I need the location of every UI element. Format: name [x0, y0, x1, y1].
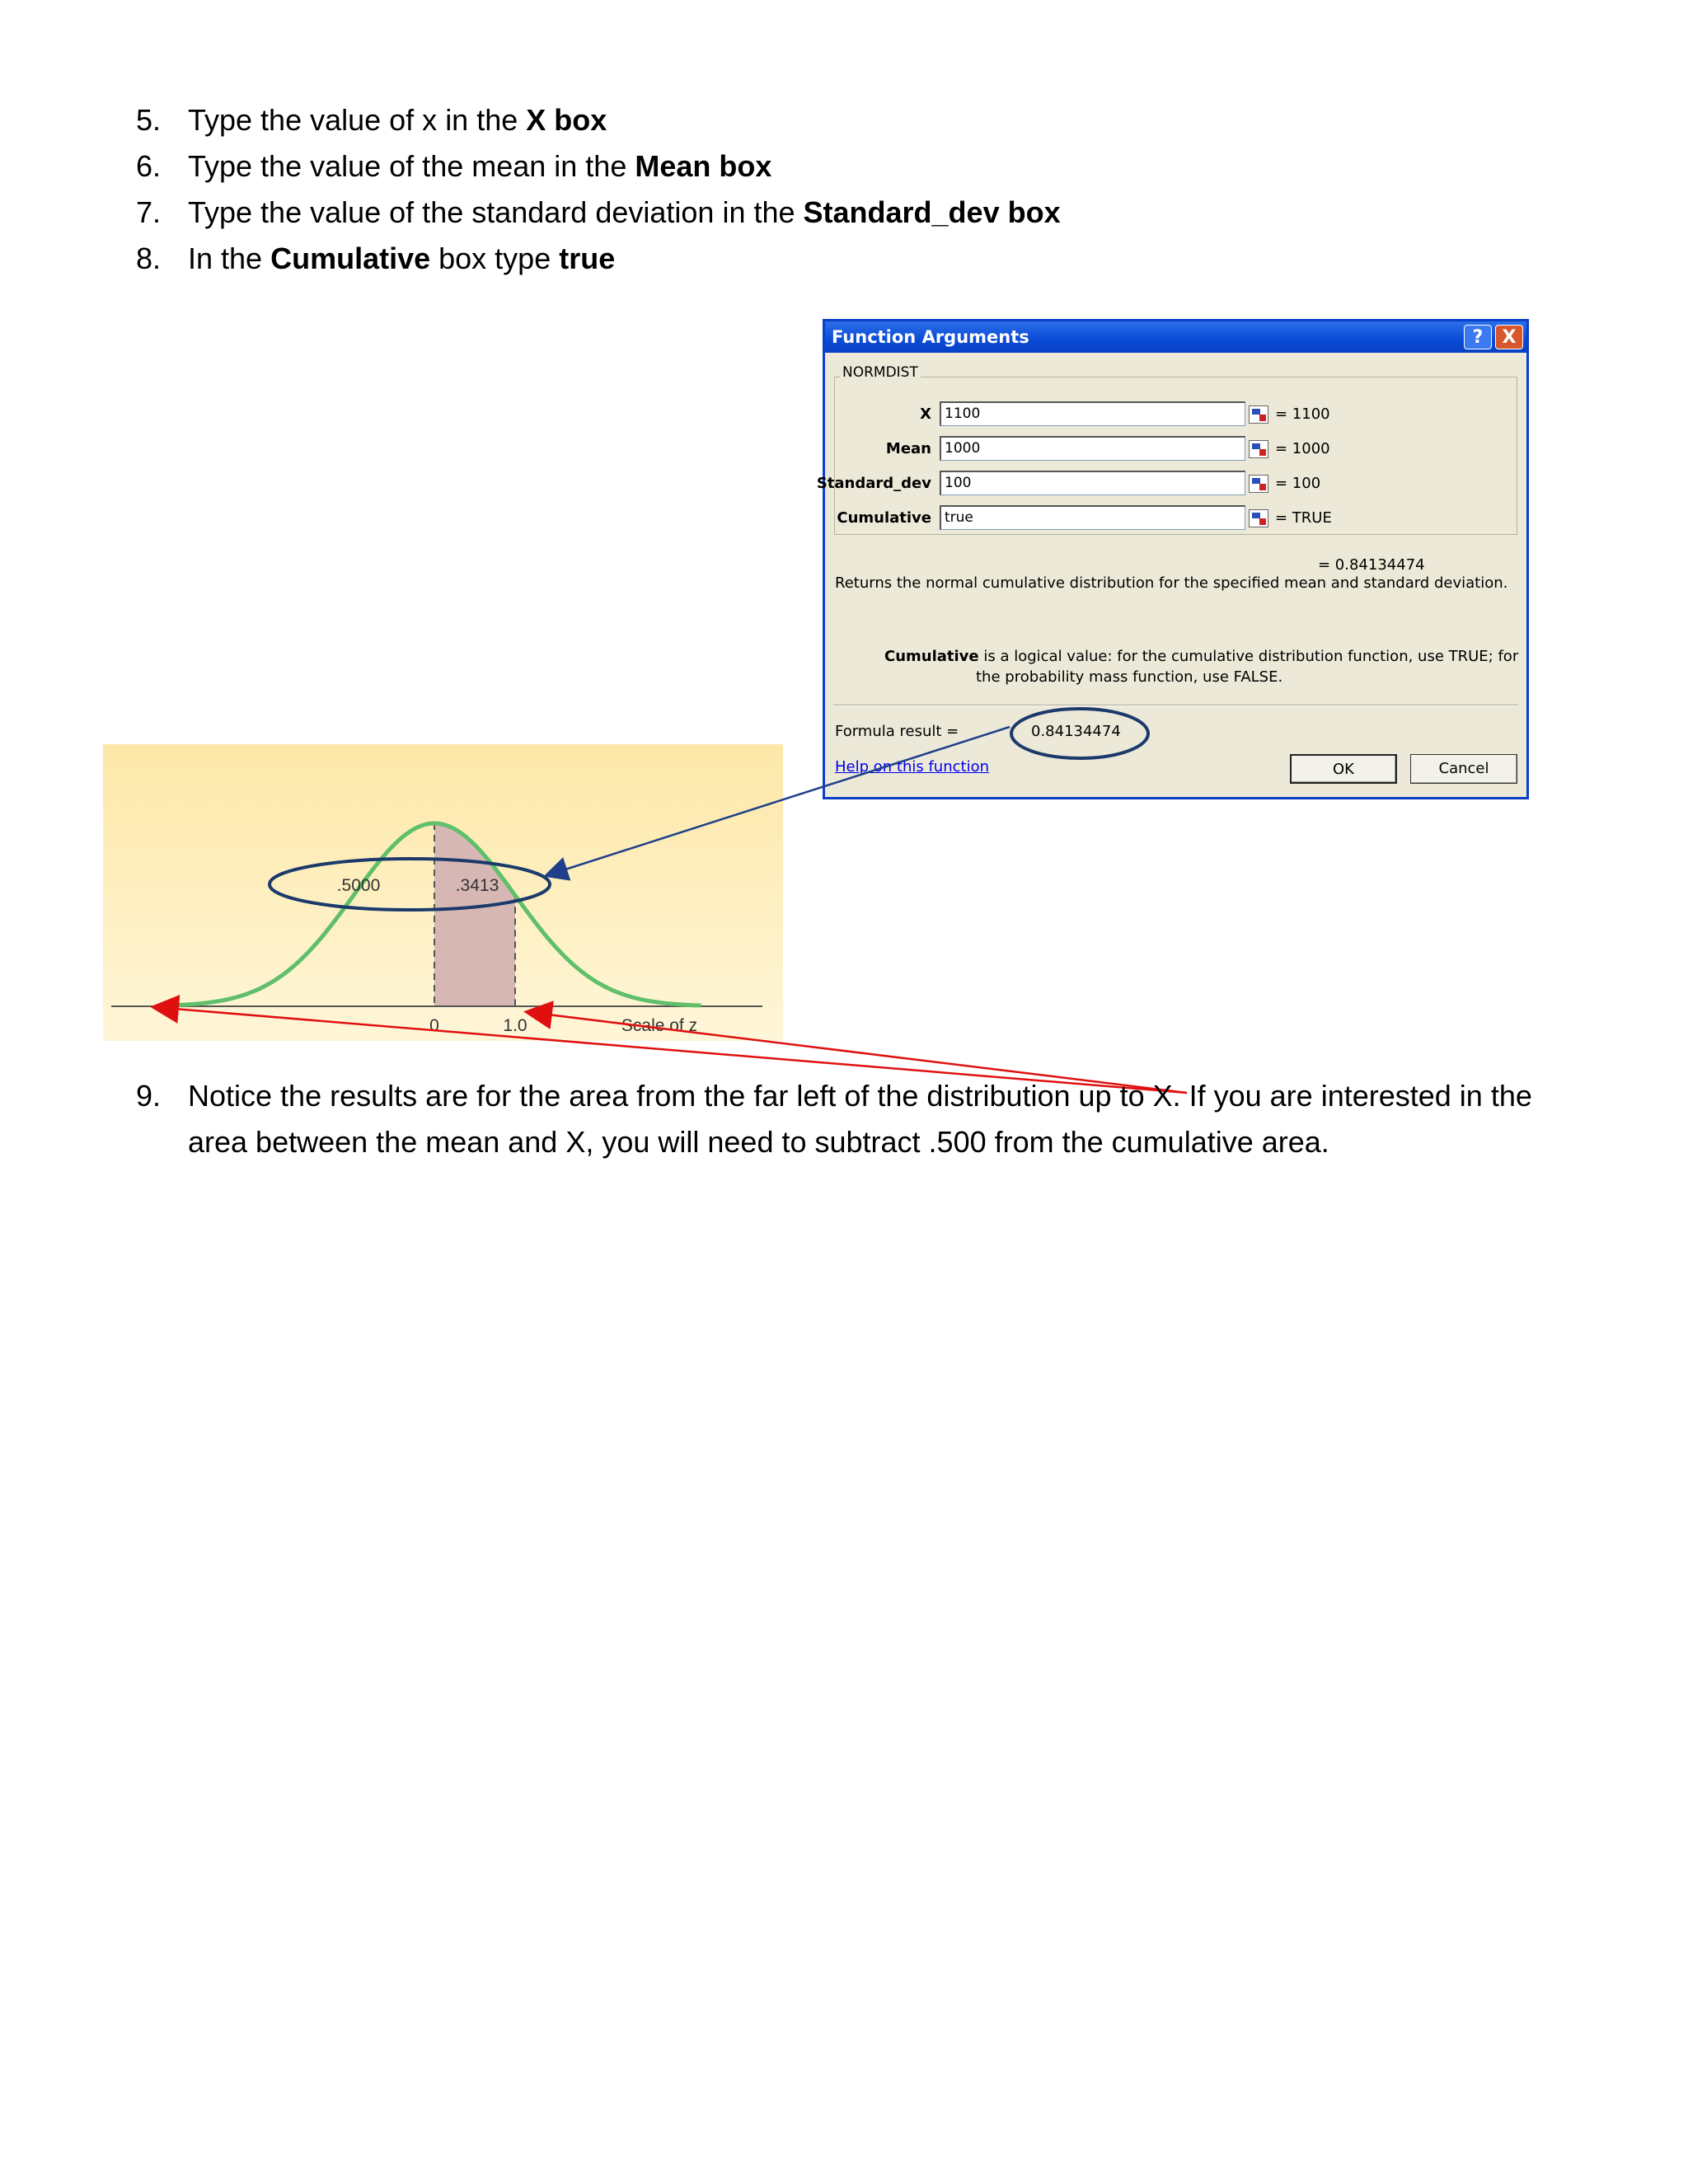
- tick-label-1: 1.0: [503, 1016, 528, 1035]
- argument-result: = 100: [1275, 475, 1321, 492]
- step-number: 8.: [136, 241, 162, 275]
- argument-help-line-2: the probability mass function, use FALSE.: [976, 668, 1283, 686]
- step-emphasis: Mean box: [635, 149, 772, 183]
- standard-dev-input[interactable]: 100: [940, 471, 1245, 495]
- argument-label: Cumulative: [837, 509, 931, 527]
- area-label-shaded: .3413: [455, 876, 499, 895]
- argument-label: X: [920, 405, 931, 423]
- argument-result: = TRUE: [1275, 509, 1332, 527]
- step-emphasis: Cumulative: [270, 241, 431, 275]
- argument-label: Mean: [885, 440, 931, 457]
- function-result: = 0.84134474: [1318, 556, 1425, 574]
- x-axis-title: Scale of z: [621, 1016, 698, 1035]
- formula-result-ellipse: [1011, 709, 1148, 758]
- step-emphasis: X box: [526, 103, 607, 137]
- step-9: [132, 1073, 1582, 1165]
- mean-input[interactable]: 1000: [940, 436, 1245, 461]
- help-on-function-link[interactable]: Help on this function: [835, 758, 989, 776]
- step-text: Notice the results are for the area from the far left of the distribution up to X. If you are interested in the area between the mean and X, you will need to subtract .500 from the cumulative area.: [188, 1079, 1532, 1159]
- argument-help-text: is a logical value: for the cumulative distribution function, use TRUE; for: [978, 648, 1519, 665]
- area-values-ellipse: [270, 859, 550, 910]
- formula-result-label: Formula result =: [835, 723, 959, 740]
- step-text: In the: [188, 241, 271, 275]
- dialog-title: Function Arguments: [832, 327, 1029, 347]
- argument-result: = 1100: [1275, 405, 1330, 423]
- step-text: box type: [430, 241, 560, 275]
- step-text: Type the value of the mean in the: [188, 149, 635, 183]
- cumulative-input[interactable]: true: [940, 505, 1245, 530]
- step-emphasis: Standard_dev box: [803, 195, 1061, 229]
- step-number: 9.: [136, 1079, 162, 1113]
- blue-pointer-arrow: [547, 727, 1010, 875]
- function-name: NORMDIST: [840, 364, 921, 381]
- function-description: Returns the normal cumulative distribution for the specified mean and standard deviation.: [835, 574, 1508, 592]
- step-emphasis: true: [559, 241, 616, 275]
- step-number: 6.: [136, 149, 162, 183]
- tick-label-0: 0: [429, 1016, 439, 1035]
- step-number: 5.: [136, 103, 162, 137]
- cancel-button[interactable]: Cancel: [1410, 754, 1517, 784]
- step-text: Type the value of the standard deviation in the: [188, 195, 804, 229]
- step-number: 7.: [136, 195, 162, 229]
- ok-button[interactable]: OK: [1290, 754, 1397, 784]
- close-icon[interactable]: X: [1495, 325, 1523, 349]
- step-text: Type the value of x in the: [188, 103, 527, 137]
- area-label-left: .5000: [336, 876, 381, 895]
- argument-result: = 1000: [1275, 440, 1330, 457]
- argument-label: Standard_dev: [816, 475, 931, 492]
- x-input[interactable]: 1100: [940, 401, 1245, 426]
- argument-help-name: Cumulative: [884, 648, 979, 665]
- formula-result-value: 0.84134474: [1031, 723, 1121, 740]
- help-icon[interactable]: ?: [1464, 325, 1492, 349]
